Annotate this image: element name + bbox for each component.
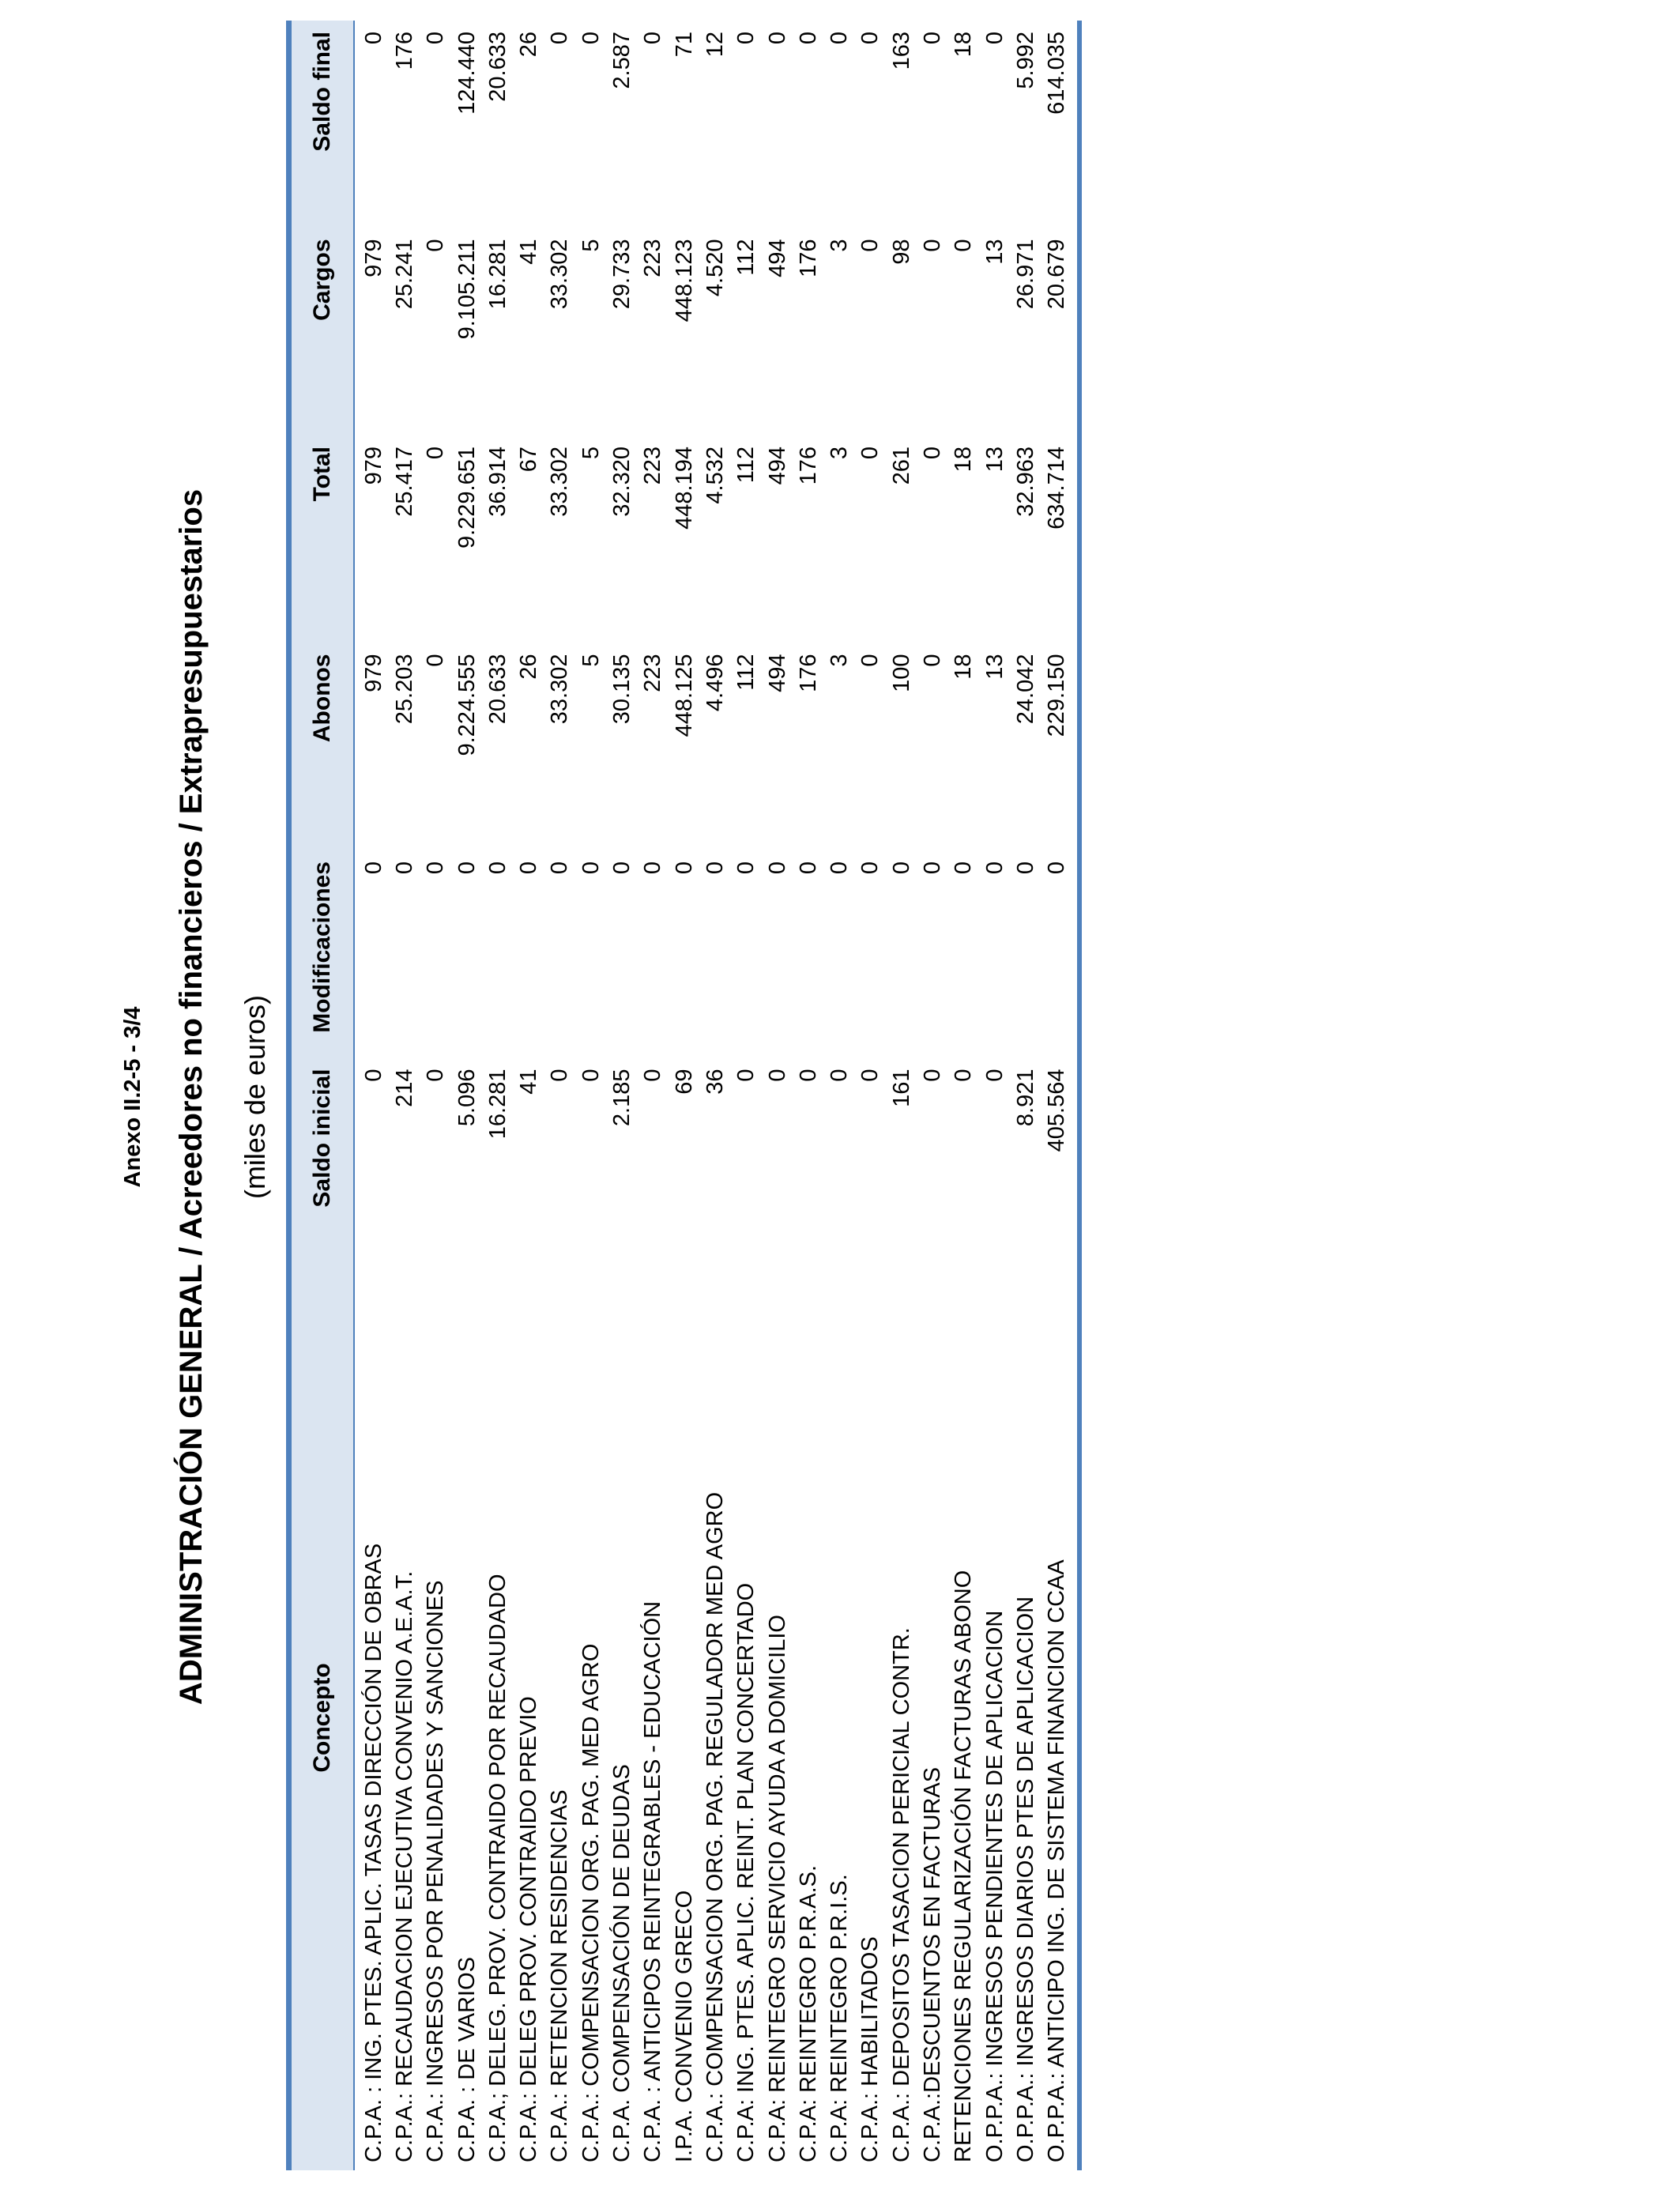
row-value: 0: [578, 32, 604, 45]
row-value: 405.564: [1044, 1069, 1070, 1152]
row-concept: C.P.A: REINTEGRO P.R.A.S.: [795, 1864, 821, 2162]
row-value: 0: [423, 1069, 449, 1082]
row-value: 0: [640, 861, 666, 875]
table-row: [917, 21, 947, 2170]
table-row: [669, 21, 699, 2170]
row-value: 0: [951, 1069, 977, 1082]
row-value: 20.633: [484, 654, 510, 725]
column-header-abonos: Abonos: [289, 643, 355, 851]
table-row: [482, 21, 513, 2170]
row-value: 0: [919, 239, 945, 252]
row-value: 0: [857, 861, 883, 875]
row-value: 16.281: [484, 239, 510, 310]
row-value: 163: [888, 32, 914, 70]
row-value: 16.281: [484, 1069, 510, 1140]
column-header-saldo-final: Saldo final: [289, 21, 355, 228]
row-value: 41: [516, 239, 542, 265]
row-concept: C.P.A.: HABILITADOS: [857, 1936, 883, 2162]
row-value: 26.971: [1012, 239, 1038, 310]
row-value: 634.714: [1044, 447, 1070, 530]
row-value: 33.302: [547, 239, 573, 310]
row-value: 0: [360, 32, 386, 45]
row-value: 0: [733, 32, 759, 45]
row-value: 0: [671, 861, 697, 875]
row-concept: C.P.A.; DELEG. PROV. CONTRAIDO POR RECAUDADO: [484, 1574, 510, 2162]
row-value: 0: [951, 239, 977, 252]
bottom-rule: [1077, 21, 1082, 2170]
row-value: 0: [640, 1069, 666, 1082]
row-concept: C.P.A: REINTEGRO P.R.I.S.: [827, 1874, 853, 2162]
row-value: 0: [360, 861, 386, 875]
row-value: 223: [640, 654, 666, 692]
row-value: 33.302: [547, 654, 573, 725]
row-value: 0: [857, 1069, 883, 1082]
row-value: 112: [733, 239, 759, 276]
row-value: 0: [547, 861, 573, 875]
row-value: 0: [423, 861, 449, 875]
row-value: 33.302: [547, 447, 573, 517]
row-value: 0: [391, 861, 417, 875]
page-title: ADMINISTRACIÓN GENERAL / Acreedores no financieros / Extrapresupuestarios: [174, 488, 209, 1706]
row-value: 124.440: [454, 32, 480, 115]
row-concept: C.P.A. : DE VARIOS: [454, 1956, 480, 2162]
row-value: 0: [423, 239, 449, 252]
row-value: 0: [733, 861, 759, 875]
row-value: 67: [516, 447, 542, 473]
row-value: 979: [360, 654, 386, 692]
row-concept: C.P.A. COMPENSACIÓN DE DEUDAS: [609, 1764, 635, 2162]
row-value: 112: [733, 447, 759, 484]
row-value: 0: [547, 32, 573, 45]
row-value: 98: [888, 239, 914, 265]
row-value: 25.417: [391, 447, 417, 517]
row-value: 614.035: [1044, 32, 1070, 115]
row-concept: O.P.P.A.: INGRESOS DIARIOS PTES DE APLICACION: [1012, 1596, 1038, 2162]
row-value: 0: [764, 32, 790, 45]
table-row: [793, 21, 823, 2170]
row-value: 0: [795, 1069, 821, 1082]
row-value: 0: [423, 32, 449, 45]
row-value: 176: [795, 447, 821, 485]
column-header-cargos: Cargos: [289, 228, 355, 436]
row-value: 36.914: [484, 447, 510, 517]
row-value: 0: [547, 1069, 573, 1082]
row-concept: C.P.A: ING. PTES. APLIC. REINT. PLAN CONCERTADO: [733, 1582, 759, 2162]
row-value: 0: [827, 861, 853, 875]
row-concept: C.P.A.: RETENCION RESIDENCIAS: [547, 1789, 573, 2162]
row-value: 0: [764, 861, 790, 875]
row-value: 494: [764, 654, 790, 692]
row-value: 13: [981, 654, 1008, 680]
row-concept: C.P.A. : ING. PTES. APLIC. TASAS DIRECCIÓN DE OBRAS: [360, 1543, 386, 2162]
row-value: 0: [1044, 861, 1070, 875]
row-value: 0: [1012, 861, 1038, 875]
table-row: [451, 21, 482, 2170]
row-concept: C.P.A.: INGRESOS POR PENALIDADES Y SANCIONES: [423, 1580, 449, 2162]
row-value: 0: [827, 1069, 853, 1082]
row-concept: I.P.A. CONVENIO GRECO: [671, 1890, 697, 2162]
row-concept: O.P.P.A.: INGRESOS PENDIENTES DE APLICACION: [981, 1610, 1008, 2162]
row-value: 8.921: [1012, 1069, 1038, 1127]
row-value: 13: [981, 239, 1008, 265]
row-value: 13: [981, 447, 1008, 473]
table-row: [823, 21, 854, 2170]
column-header-saldo-inicial: Saldo inicial: [289, 1058, 355, 1266]
table-row: [699, 21, 730, 2170]
row-value: 261: [888, 447, 914, 485]
row-value: 112: [733, 654, 759, 691]
row-value: 176: [795, 239, 821, 277]
row-value: 0: [484, 861, 510, 875]
row-value: 0: [919, 32, 945, 45]
row-concept: C.P.A.: COMPENSACION ORG. PAG. MED AGRO: [578, 1643, 604, 2162]
row-value: 223: [640, 447, 666, 485]
row-value: 0: [827, 32, 853, 45]
table-row: [979, 21, 1010, 2170]
row-value: 18: [951, 32, 977, 58]
row-value: 3: [827, 239, 853, 252]
row-value: 29.733: [609, 239, 635, 310]
row-value: 0: [919, 654, 945, 667]
row-value: 9.229.651: [454, 447, 480, 549]
row-value: 0: [981, 1069, 1008, 1082]
column-header-concepto: Concepto: [289, 1265, 355, 2170]
row-value: 448.194: [671, 447, 697, 530]
row-value: 161: [888, 1069, 914, 1107]
row-value: 223: [640, 239, 666, 277]
row-value: 0: [795, 861, 821, 875]
row-value: 0: [981, 861, 1008, 875]
row-value: 494: [764, 239, 790, 277]
row-value: 9.224.555: [454, 654, 480, 756]
row-value: 0: [578, 861, 604, 875]
row-value: 4.520: [702, 239, 728, 297]
row-concept: O.P.P.A.: ANTICIPO ING. DE SISTEMA FINANCION CCAA: [1044, 1559, 1070, 2162]
row-value: 0: [857, 654, 883, 667]
table-row: [544, 21, 575, 2170]
row-value: 214: [391, 1069, 417, 1107]
row-value: 979: [360, 239, 386, 277]
row-value: 0: [857, 32, 883, 45]
row-value: 18: [951, 654, 977, 680]
row-value: 9.105.211: [454, 239, 480, 340]
row-value: 0: [423, 654, 449, 667]
row-value: 0: [578, 1069, 604, 1082]
row-value: 0: [919, 447, 945, 460]
row-value: 176: [795, 654, 821, 692]
row-value: 71: [671, 32, 697, 58]
table-row: [575, 21, 606, 2170]
row-value: 5.096: [454, 1069, 480, 1127]
table-row: [638, 21, 669, 2170]
table-row: [855, 21, 886, 2170]
row-value: 3: [827, 654, 853, 667]
row-value: 36: [702, 1069, 728, 1095]
row-concept: RETENCIONES REGULARIZACIÓN FACTURAS ABONO: [951, 1570, 977, 2162]
row-value: 25.203: [391, 654, 417, 725]
table-body: [354, 21, 1072, 2170]
table-row: [762, 21, 793, 2170]
row-value: 2.185: [609, 1069, 635, 1127]
row-value: 0: [795, 32, 821, 45]
row-value: 0: [951, 861, 977, 875]
table-row: [948, 21, 979, 2170]
row-value: 0: [609, 861, 635, 875]
row-value: 26: [516, 654, 542, 680]
row-value: 25.241: [391, 239, 417, 310]
row-value: 18: [951, 447, 977, 473]
table-row: [1010, 21, 1041, 2170]
table-row: [886, 21, 917, 2170]
row-value: 0: [919, 1069, 945, 1082]
row-value: 5: [578, 447, 604, 460]
creditors-table: [286, 21, 1072, 2170]
row-concept: C.P.A.: COMPENSACION ORG. PAG. REGULADOR MED AGRO: [702, 1491, 728, 2162]
row-value: 494: [764, 447, 790, 485]
row-value: 41: [516, 1069, 542, 1095]
row-value: 0: [360, 1069, 386, 1082]
row-value: 0: [981, 32, 1008, 45]
row-value: 448.123: [671, 239, 697, 322]
table-row: [731, 21, 762, 2170]
row-value: 24.042: [1012, 654, 1038, 725]
row-value: 0: [640, 32, 666, 45]
table-header: [289, 21, 355, 2170]
row-value: 0: [423, 447, 449, 460]
row-value: 0: [764, 1069, 790, 1082]
row-value: 979: [360, 447, 386, 485]
row-value: 0: [733, 1069, 759, 1082]
table-row: [1042, 21, 1072, 2170]
row-value: 20.679: [1044, 239, 1070, 310]
row-value: 0: [454, 861, 480, 875]
row-value: 0: [857, 239, 883, 252]
row-value: 5.992: [1012, 32, 1038, 89]
column-header-total: Total: [289, 435, 355, 643]
table-row: [513, 21, 544, 2170]
row-value: 176: [391, 32, 417, 70]
table-row: [606, 21, 637, 2170]
row-concept: C.P.A. : ANTICIPOS REINTEGRABLES - EDUCACIÓN: [640, 1600, 666, 2162]
row-value: 4.532: [702, 447, 728, 504]
table-row: [389, 21, 420, 2170]
row-value: 229.150: [1044, 654, 1070, 737]
row-value: 20.633: [484, 32, 510, 102]
row-concept: C.P.A.:DESCUENTOS EN FACTURAS: [919, 1766, 945, 2162]
row-concept: C.P.A.: RECAUDACION EJECUTIVA CONVENIO A.E.A.T.: [391, 1570, 417, 2162]
row-value: 448.125: [671, 654, 697, 737]
row-concept: C.P.A.: DELEG PROV. CONTRAIDO PREVIO: [516, 1696, 542, 2162]
row-value: 4.496: [702, 654, 728, 712]
row-value: 2.587: [609, 32, 635, 89]
table-row: [420, 21, 451, 2170]
row-value: 100: [888, 654, 914, 692]
row-value: 32.963: [1012, 447, 1038, 517]
table-row: [354, 21, 389, 2170]
header-row: [289, 21, 355, 2170]
row-concept: C.P.A.: DEPOSITOS TASACION PERICIAL CONTR.: [888, 1627, 914, 2162]
row-value: 5: [578, 654, 604, 667]
row-value: 0: [516, 861, 542, 875]
row-value: 0: [857, 447, 883, 460]
column-header-modificaciones: Modificaciones: [289, 850, 355, 1058]
row-concept: C.P.A: REINTEGRO SERVICIO AYUDA A DOMICILIO: [764, 1615, 790, 2162]
row-value: 0: [702, 861, 728, 875]
row-value: 32.320: [609, 447, 635, 517]
row-value: 5: [578, 239, 604, 252]
row-value: 3: [827, 447, 853, 460]
row-value: 0: [919, 861, 945, 875]
units-subtitle: (miles de euros): [239, 994, 271, 1200]
row-value: 12: [702, 32, 728, 58]
row-value: 26: [516, 32, 542, 58]
annex-label: Anexo II.2-5 - 3/4: [120, 1006, 145, 1188]
row-value: 30.135: [609, 654, 635, 725]
row-value: 69: [671, 1069, 697, 1095]
row-value: 0: [888, 861, 914, 875]
